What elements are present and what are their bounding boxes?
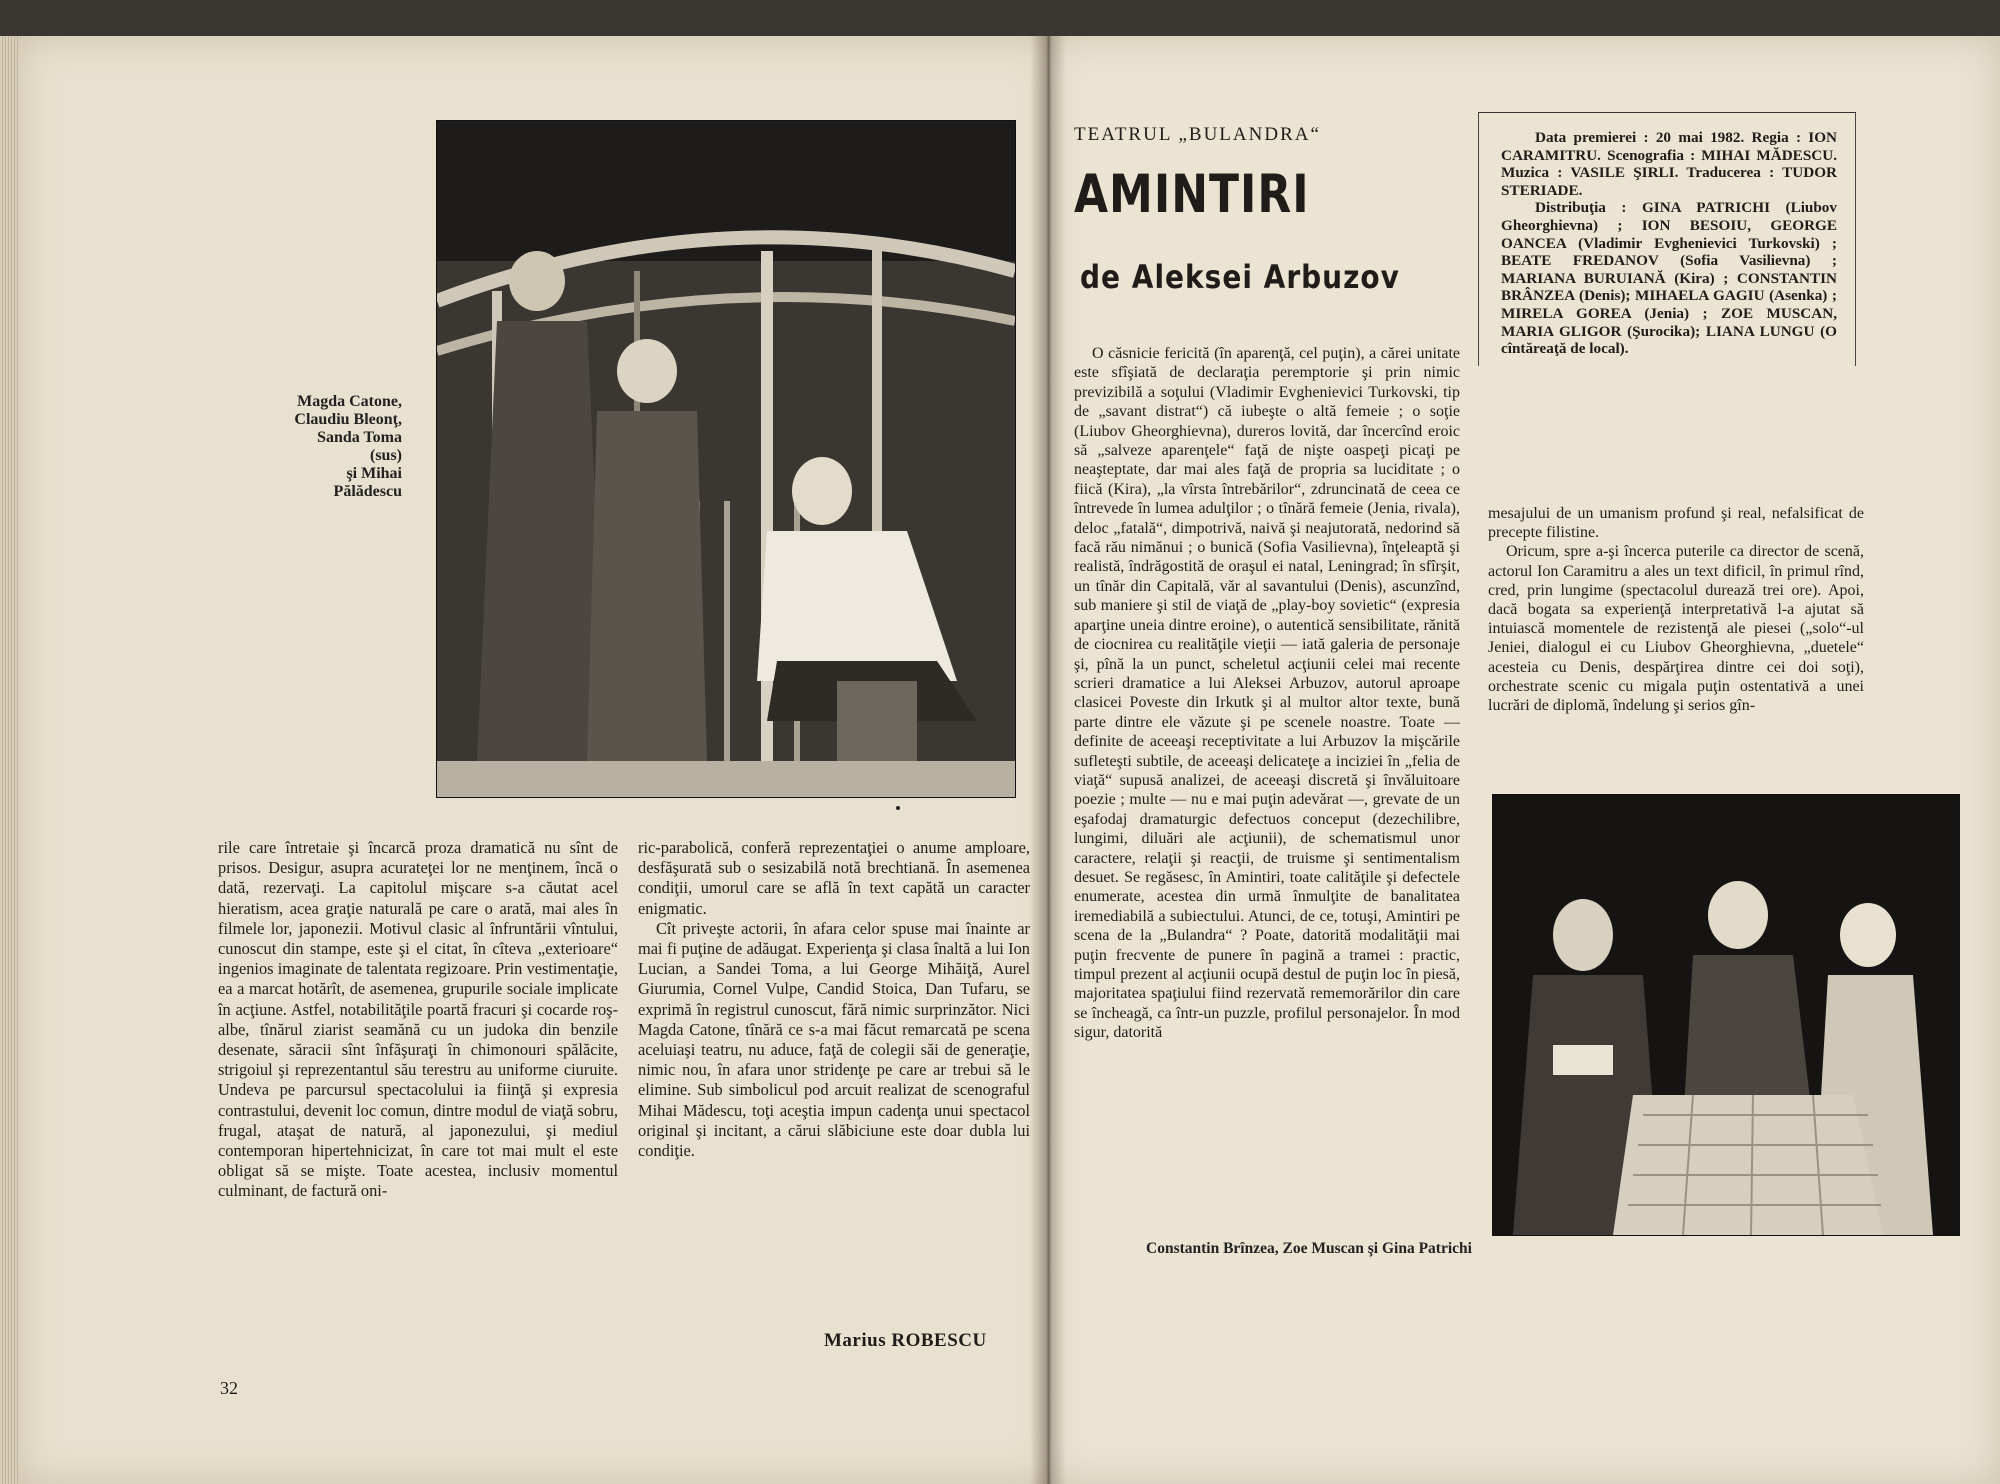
photo-caption-right: Constantin Brînzea, Zoe Muscan şi Gina Patrichi xyxy=(1146,1240,1472,1257)
photo-caption-left xyxy=(208,393,402,501)
left-column-2 xyxy=(638,838,1030,1161)
right-page xyxy=(1044,36,2000,1484)
right-main-column xyxy=(1074,344,1460,1043)
play-author: de Aleksei Arbuzov xyxy=(1080,258,1400,296)
paragraph: O căsnicie fericită (în aparenţă, cel puţin), a cărei unitate este sfîşiată de declaraţia peremptorie şi prin nimic previzibilă a soţului (Vladimir Evghenievici Turkovski, tip de „savant distrat“) că iubeşte o altă femeie ; o soţie (Liubov Gheorghievna), dureros lovită, dar încercînd eroic să „salveze aparenţele“ faţă de nişte oaspeţi picaţi pe neaşteptate, dar mai ales faţă de propria sa luciditate ; o fiică (Kira), „la vîrsta întrebărilor“, zdruncinată de ceea ce întrevede în lumea adulţilor ; o tînără femeie (Jenia, rivala), deloc „fatală“, dimpotrivă, naivă şi neajutorată, nedorind să facă rău nimănui ; o bunică (Sofia Vasilievna), înţeleaptă şi realistă, îndrăgostită de oraşul ei natal, Leningrad; în sfîrşit, un tînăr din Capitală, văr al savantului (Denis), ascunzînd, sub maniere şi stil de viaţă de „play-boy sovietic“ (expresia aparţine uneia dintre eroine), o autentică sensibilitate, rănită de ciocnirea cu realităţile vieţii — iată galeria de personaje şi, pînă la un punct, scheletul acţiunii celei mai recente scrieri dramatice a lui Aleksei Arbuzov, autorul aproape clasicei Poveste din Irkutk şi al multor altor texte, bună parte dintre ele văzute şi pe scenele noastre. Toate — definite de aceeaşi receptivitate a lui Arbuzov la mişcările sufleteşti subtile, de aceeaşi delicateţe a inciziei în „felia de viaţă“ supusă analizei, de aceeaşi discretă şi învăluitoare poezie ; multe — nu e mai puţin adevărat —, grevate de un eşafodaj dramaturgic defectuos conceput (dezechilibre, lungimi, diluări ale acţiunii), de schematismul unor caractere, relaţii şi reacţii, de truisme şi sentimentalism desuet. Se regăsesc, în Amintiri, toate calităţile şi defectele enumerate, acestea din urmă înmulţite de banalitatea iremediabilă a subiectului. Atunci, de ce, totuşi, Amintiri pe scena de la „Bulandra“ ? Poate, datorită modalităţii mai puţin frecvente de punere în pagină a tramei : practic, timpul prezent al acţiunii ocupă destul de puţin loc în piesă, majoritatea spaţiului fiind rezervată rememorărilor din care se încheagă, ca într-un puzzle, profilul personajelor. În mod sigur, datorită xyxy=(1074,345,1460,1042)
paragraph: mesajului de un umanism profund şi real, nefalsificat de precepte filistine. xyxy=(1488,505,1864,542)
paragraph: Oricum, spre a-şi încerca puterile ca director de scenă, actorul Ion Caramitru a ales un text dificil, în primul rînd, cred, prin lungime (spectacolul durează trei ore). Apoi, dacă bogata sa experienţă interpretativă l-a ajutat să intuiască momentele de rezistenţă ale piesei („solo“-ul Jeniei, dialogul ei cu Liubov Gheorghievna, „duetele“ acesteia cu Denis, despărţirea dintre cei doi soţi), orchestrate scenic cu migala puţin ostentativă a unei lucrări de diplomă, îndelung şi serios gîn- xyxy=(1488,543,1864,715)
paragraph: ric-parabolică, conferă reprezentaţiei o anume amploare, desfăşurată sub o sesizabilă notă brechtiană. În asemenea condiţii, umorul care se află în text capătă un caracter enigmatic. xyxy=(638,838,1030,918)
caption-line: Sanda Toma xyxy=(317,429,402,446)
stage-photo-bridge xyxy=(436,120,1016,798)
caption-line: (sus) xyxy=(369,447,402,464)
right-column-2 xyxy=(1488,504,1864,715)
paragraph: Cît priveşte actorii, în afara celor spuse mai înainte ar mai fi puţine de adăugat. Experienţa şi clasa înaltă a lui Ion Lucian, a Sandei Toma, a lui George Mihăiţă, Aurel Giurumia, Cornel Vulpe, Candid Stoica, Dan Tufaru, se exprimă în registrul cunoscut, fără nimic surprinzător. Nici Magda Catone, tînără ce s-a mai făcut remarcată pe scena aceluiaşi teatru, nu aduce, faţă de colegii săi de generaţie, nimic nou, în afara unor stridenţe pe care ar trebui să le elimine. Sub simbolicul pod arcuit realizat de scenograful Mihai Mădescu, toţi aceştia impun cadenţa unui spectacol original şi incitant, a cărui slăbiciune este doar dubla lui condiţie. xyxy=(638,918,1030,1161)
caption-line: Pălădescu xyxy=(333,483,402,500)
caption-line: Claudiu Bleonţ, xyxy=(294,411,402,428)
left-page xyxy=(18,36,1058,1484)
author-signature: Marius ROBESCU xyxy=(824,1330,987,1351)
book-gutter xyxy=(1030,36,1066,1484)
production-credits-box xyxy=(1478,112,1856,366)
caption-line: şi Mihai xyxy=(346,465,402,482)
page-number: 32 xyxy=(220,1378,238,1398)
play-title: AMINTIRI xyxy=(1074,164,1310,226)
separator-dot xyxy=(896,806,900,810)
left-column-1 xyxy=(218,838,618,1202)
cast-paragraph: Distribuţia : GINA PATRICHI (Liubov Gheorghievna) ; ION BESOIU, GEORGE OANCEA (Vladimir Evghenievici Turkovski) ; BEATE FREDANOV (Sofia Vasilievna) ; MARIANA BURUIANĂ (Kira) ; CONSTANTIN BRÂNZEA (Denis); MIHAELA GAGIU (Asenka) ; MIRELA GOREA (Jenia) ; ZOE MUSCAN, MARIA GLIGOR (Şurocika); LIANA LUNGU (O cîntăreaţă de local). xyxy=(1501,199,1837,358)
stage-photo-table xyxy=(1492,794,1960,1236)
paragraph: rile care întretaie şi încarcă proza dramatică nu sînt de prisos. Desigur, asupra acurateţei lor ne menţinem, încă o dată, rezervaţi. La capitolul mişcare s-a căutat acel hieratism, acea graţie naturală pe care o arată, mai ales în filmele lor, japonezii. Motivul clasic al înfruntării vîntului, cunoscut din stampe, este şi el citat, în cîteva „exterioare“ ingenios imaginate de talentata regizoare. Prin vestimentaţie, ea a marcat hotărît, de asemenea, grupurile sociale implicate în acţiune. Astfel, notabilităţile poartă fracuri şi cocarde roş-albe, tînărul ziarist seamănă cu un judoka din benzile desenate, săracii sînt înfăşuraţi în chimonouri spălăcite, strigoiul şi reprezentantul său terestru au uniforme ciuruite. Undeva pe parcursul spectacolului ia fiinţă şi expresia contrastului, devenit loc comun, dintre modul de viaţă sobru, frugal, ataşat de natură, al japonezului, şi mediul contemporan hipertehnicizat, în care tot mai mult el este obligat să se mişte. Toate acestea, inclusiv momentul culminant, de factură oni- xyxy=(218,838,618,1201)
theatre-name: TEATRUL „BULANDRA“ xyxy=(1074,124,1321,145)
caption-line: Magda Catone, xyxy=(297,393,402,410)
credits-paragraph: Data premierei : 20 mai 1982. Regia : ION CARAMITRU. Scenografia : MIHAI MĂDESCU. Muzica : VASILE ŞIRLI. Traducerea : TUDOR STERIADE. xyxy=(1501,129,1837,199)
